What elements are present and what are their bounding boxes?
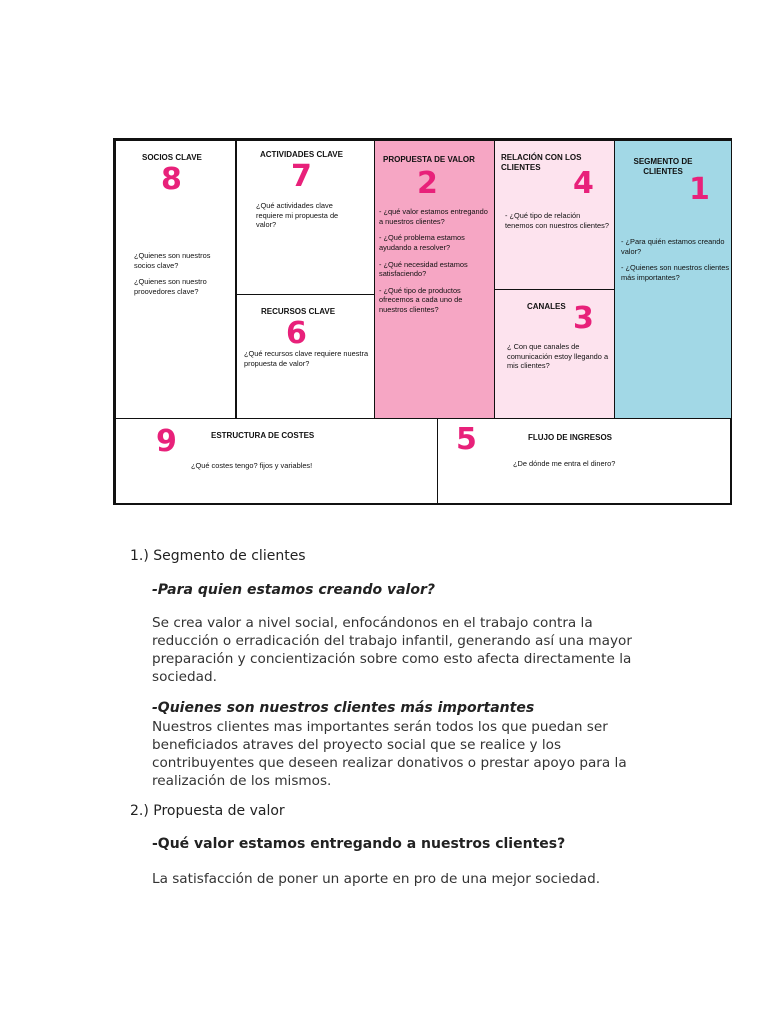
propuesta-de-valor-number: 2 bbox=[417, 166, 438, 201]
recursos-clave-number: 6 bbox=[286, 316, 307, 351]
actividades-clave-box bbox=[235, 140, 375, 295]
socios-clave-q1: ¿Quienes son nuestros socios clave? bbox=[134, 251, 211, 270]
segmento-clientes-questions bbox=[621, 237, 733, 290]
section-1-paragraph-1: Se crea valor a nivel social, enfocándonos en el trabajo contra la reducción o erradicación del trabajo infantil, generando así una mayor preparación y concientización sobre como esto afecta directamente la sociedad. bbox=[152, 615, 632, 685]
flujo-ingresos-title: FLUJO DE INGRESOS bbox=[528, 433, 613, 442]
propuesta-de-valor-questions bbox=[379, 207, 491, 322]
segmento-clientes-title: SEGMENTO DE CLIENTES bbox=[633, 157, 693, 176]
section-1-question-2: -Quienes son nuestros clientes más importantes bbox=[152, 700, 535, 716]
socios-clave-title: SOCIOS CLAVE bbox=[142, 153, 202, 162]
socios-clave-q2: ¿Quienes son nuestro proovedores clave? bbox=[134, 277, 207, 296]
canales-questions bbox=[507, 342, 611, 378]
actividades-clave-title: ACTIVIDADES CLAVE bbox=[260, 150, 343, 159]
costes-q1: ¿Qué costes tengo? fijos y variables! bbox=[191, 461, 313, 470]
section-2-question-1: -Qué valor estamos entregando a nuestros clientes? bbox=[152, 836, 566, 852]
flujo-ingresos-questions bbox=[513, 459, 713, 476]
socios-clave-questions bbox=[134, 251, 230, 304]
flujo-ingresos-number: 5 bbox=[456, 422, 477, 457]
business-model-canvas bbox=[113, 138, 732, 505]
canales-q1: ¿ Con que canales de comunicación estoy llegando a mis clientes? bbox=[507, 342, 609, 371]
socios-clave-box bbox=[115, 140, 237, 419]
recursos-clave-box bbox=[235, 294, 375, 419]
propuesta-q3: - ¿Qué necesidad estamos satisfaciendo? bbox=[379, 259, 468, 279]
flujo-ingresos-box bbox=[437, 418, 732, 505]
relacion-clientes-number: 4 bbox=[573, 166, 594, 201]
relacion-clientes-box bbox=[494, 140, 615, 290]
actividades-clave-number: 7 bbox=[291, 159, 312, 194]
recursos-clave-q1: ¿Qué recursos clave requiere nuestra propuesta de valor? bbox=[244, 349, 369, 368]
recursos-clave-title: RECURSOS CLAVE bbox=[261, 307, 336, 316]
section-1-paragraph-2: Nuestros clientes mas importantes serán todos los que puedan ser beneficiados atraves del proyecto social que se realice y los contribuyentes que deseen realizar donativos o prestar apoyo para la realización de los mismos. bbox=[152, 719, 627, 789]
section-1-question-1: -Para quien estamos creando valor? bbox=[152, 582, 435, 598]
relacion-clientes-q1: - ¿Qué tipo de relación tenemos con nuestros clientes? bbox=[505, 211, 609, 230]
relacion-clientes-questions bbox=[505, 211, 609, 237]
relacion-clientes-title: RELACIÓN CON LOS CLIENTES bbox=[501, 153, 582, 172]
segmento-clientes-number: 1 bbox=[689, 172, 710, 207]
propuesta-q1: - ¿qué valor estamos entregando a nuestros clientes? bbox=[379, 207, 488, 226]
canales-box bbox=[494, 289, 615, 419]
section-2-paragraph-1: La satisfacción de poner un aporte en pro de una mejor sociedad. bbox=[152, 871, 601, 887]
propuesta-de-valor-box bbox=[374, 140, 495, 419]
segmento-q2: - ¿Quienes son nuestros clientes más importantes? bbox=[621, 263, 730, 282]
estructura-costes-title: ESTRUCTURA DE COSTES bbox=[211, 431, 315, 440]
canales-number: 3 bbox=[573, 301, 594, 336]
segmento-clientes-box bbox=[614, 140, 732, 419]
segmento-q1: - ¿Para quién estamos creando valor? bbox=[621, 237, 725, 256]
propuesta-de-valor-title: PROPUESTA DE VALOR bbox=[383, 155, 475, 164]
propuesta-q4: - ¿Qué tipo de productos ofrecemos a cada uno de nuestros clientes? bbox=[379, 285, 463, 314]
section-2-heading: 2.) Propuesta de valor bbox=[130, 803, 285, 819]
socios-clave-number: 8 bbox=[161, 162, 182, 197]
actividades-clave-q1: ¿Qué actividades clave requiere mi propuesta de valor? bbox=[256, 201, 339, 230]
estructura-costes-questions bbox=[191, 461, 431, 478]
section-1-heading: 1.) Segmento de clientes bbox=[130, 548, 306, 564]
propuesta-q2: - ¿Qué problema estamos ayudando a resolver? bbox=[379, 233, 465, 252]
estructura-costes-box bbox=[115, 418, 438, 505]
ingresos-q1: ¿De dónde me entra el dinero? bbox=[513, 459, 616, 468]
canales-title: CANALES bbox=[527, 302, 566, 311]
actividades-clave-questions bbox=[256, 201, 360, 237]
recursos-clave-questions bbox=[244, 349, 372, 375]
estructura-costes-number: 9 bbox=[156, 424, 177, 459]
